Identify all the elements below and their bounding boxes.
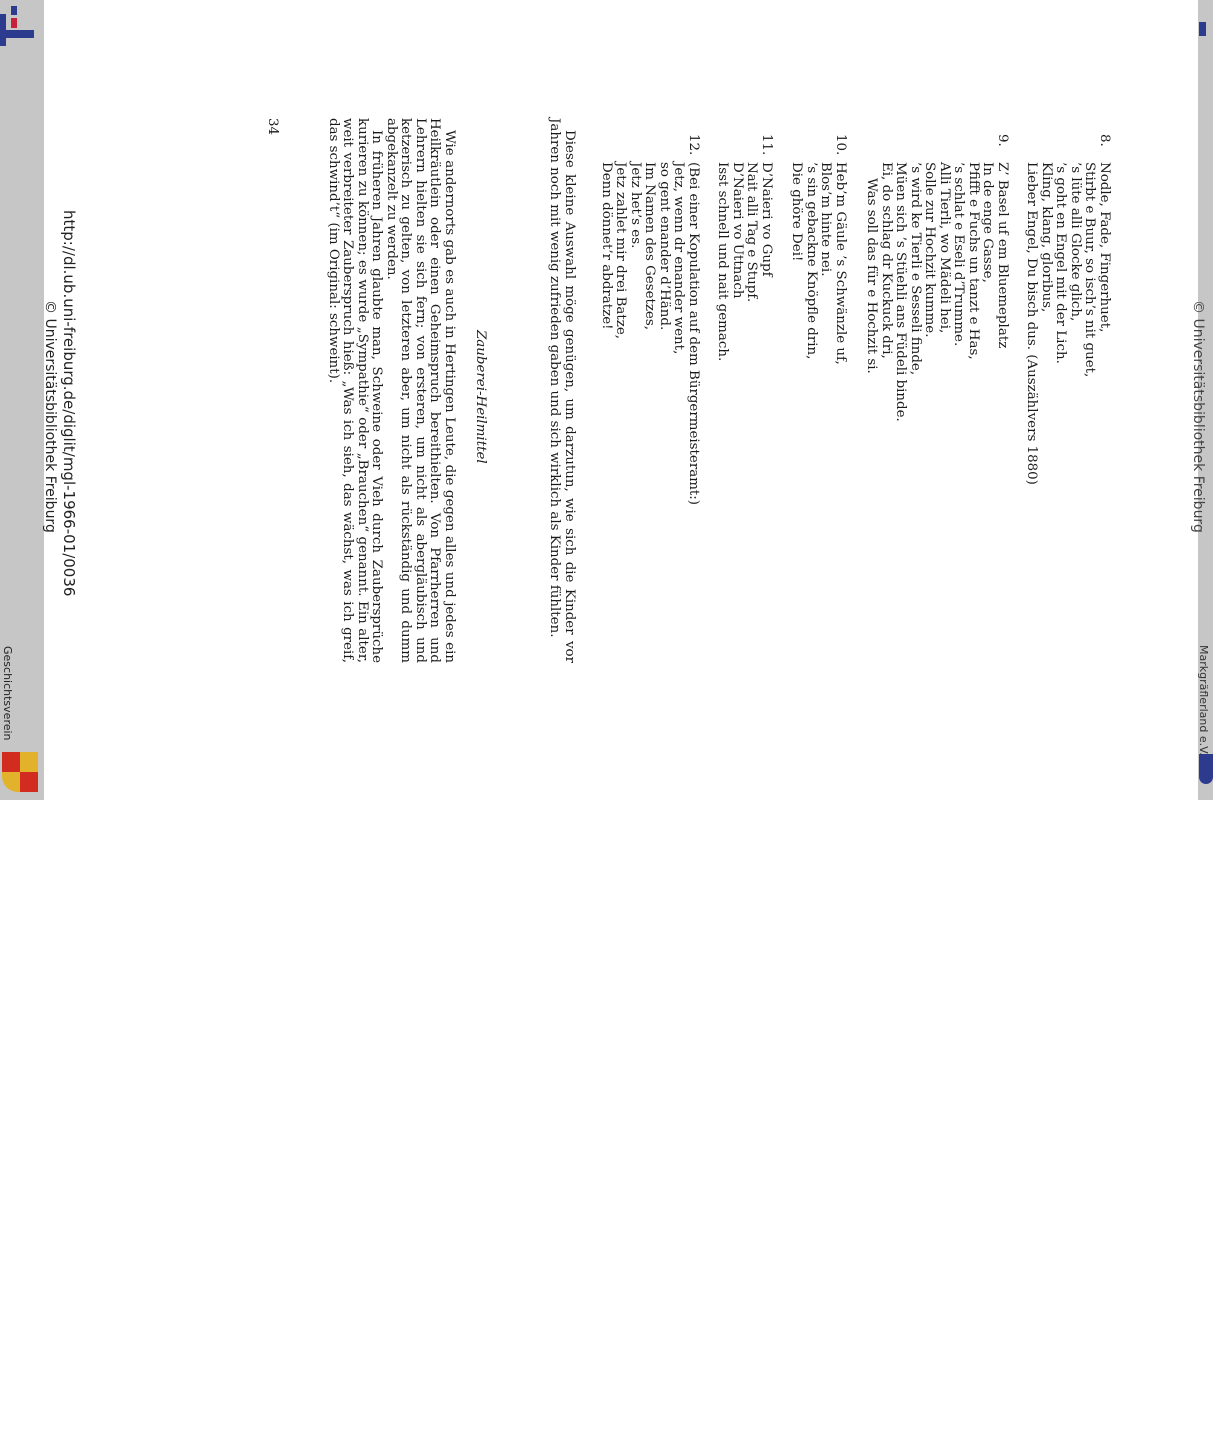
- verse-line: Nait alli Tag e Stupf.: [744, 162, 760, 303]
- body-text: [326, 118, 457, 663]
- verse-line: ’s lüte alli Glocke glich,: [1068, 162, 1083, 322]
- coat-of-arms-icon: [2, 752, 38, 792]
- verse-number: 12.: [686, 134, 701, 156]
- page-number: 34: [265, 118, 280, 136]
- verse-line: ’s wird ke Tierli e Sesseli finde,: [908, 162, 923, 376]
- verse-line: Alli Tierli, wo Mädeli hei,: [937, 162, 952, 334]
- verse-line: Die ghöre Dei!: [789, 162, 805, 262]
- verse-line: D’Naieri vo Uttnach: [730, 162, 745, 299]
- verse-line: Was soll das für e Hochzit si.: [864, 178, 880, 374]
- body-paragraph: Wie andernorts gab es auch in Hertingen Leute, die gegen alles und jedes ein Heilkräutlein oder einen Geheimspruch bereithielten. Von Pfarrherren und Lehrern hielten sie sich fern; von ersteren, um nicht als abergläubisch und ketzerisch zu gelten, von letzteren aber, um nicht als rückständig und dumm abgekanzelt zu werden.: [384, 118, 457, 663]
- verse-line: ’s goht en Engel mit der Lich.: [1053, 162, 1069, 364]
- verse-line: Pfifft e Fuchs un tanzt e Has,: [966, 162, 981, 360]
- verse-line: In de enge Gasse,: [980, 162, 996, 283]
- footer-org: Geschichtsverein: [1, 646, 14, 741]
- verse-line: Isst schnell und nait gemach.: [715, 162, 731, 362]
- verse-line: Lieber Engel, Du bisch dus. (Auszählvers 1880): [1024, 162, 1040, 485]
- verse-number: 8.: [1097, 134, 1112, 147]
- verse-line: Nodle, Fade, Fingerhuet,: [1097, 162, 1112, 333]
- verse-line: Stirbt e Buur, so isch’s nit guet,: [1082, 162, 1098, 378]
- verse-line: Kling, klang, gloribus,: [1039, 162, 1054, 313]
- verse-line: Heb’m Gäule ’s Schwänzle uf,: [833, 162, 848, 365]
- verse-line: Jetz zahlet mir drei Batze,: [613, 162, 629, 340]
- verse-line: (Bei einer Kopulation auf dem Bürgermeisteramt:): [686, 162, 701, 506]
- top-watermark: © Universitätsbibliothek Freiburg: [1190, 300, 1206, 533]
- verse-number: 11.: [759, 134, 774, 156]
- verse-line: Ei, do schlag dr Kuckuck dri,: [879, 162, 894, 359]
- verse-line: Denn dönnet’r abdratze!: [599, 162, 614, 330]
- verse-line: Z’ Basel uf em Bluemeplatz: [995, 162, 1010, 349]
- verse-line: ’s schlat e Eseli d’Trumme.: [951, 162, 967, 347]
- section-title: Zauberei-Heilmittel: [473, 330, 488, 464]
- footer-url[interactable]: http://dl.ub.uni-freiburg.de/diglit/mgl-1966-01/0036: [60, 210, 78, 597]
- left-sidebar: [0, 0, 44, 800]
- body-paragraph: In früheren Jahren glaubte man, Schweine oder Vieh durch Zaubersprüche kurieren zu können; es wurde „Sympathie“ oder „Brauchen“ genannt. Ein alter, weit verbreiteter Zauberspruch hieß: „Was ich sieh, das wächst, was ich greif, das schwind’t“ (im Original: schweint).: [326, 118, 385, 663]
- verse-line: Jetz, wenn dr enander went,: [671, 162, 687, 355]
- document-page: [42, 0, 1210, 800]
- verse-line: Im Namen des Gesetzes,: [642, 162, 658, 330]
- verse-8: [1024, 134, 1112, 485]
- verse-12: [599, 134, 701, 506]
- verse-number: 9.: [995, 134, 1010, 147]
- verse-line: Solle zur Hochzit kumme.: [922, 162, 938, 338]
- verse-line: so gent enander d’Händ.: [657, 162, 672, 331]
- verse-10: [789, 134, 848, 365]
- right-partial-text: Markgräflerland e.V.: [1197, 645, 1210, 756]
- verse-line: D’Naieri vo Gupf: [759, 162, 774, 277]
- page-content: [42, 0, 1210, 800]
- summary-text: Diese kleine Auswahl möge genügen, um darzutun, wie sich die Kinder vor Jahren noch mit wenig zufrieden gaben und sich wirklich als Kinder fühlten.: [547, 118, 577, 663]
- verse-11: [715, 134, 774, 362]
- verse-9: [864, 134, 1010, 422]
- verse-line: Müen sich ’s Stüehli ans Füdeli binde.: [893, 162, 909, 422]
- verse-line: Blos’m hinte nei.: [818, 162, 834, 277]
- verse-line: ’s sin gebackne Knöpfle drin,: [804, 162, 819, 360]
- summary-paragraph: [547, 118, 576, 663]
- footer-copyright: © Universitätsbibliothek Freiburg: [42, 300, 58, 533]
- verse-number: 10.: [833, 134, 848, 156]
- verse-line: Jetz het’s es.: [628, 162, 643, 249]
